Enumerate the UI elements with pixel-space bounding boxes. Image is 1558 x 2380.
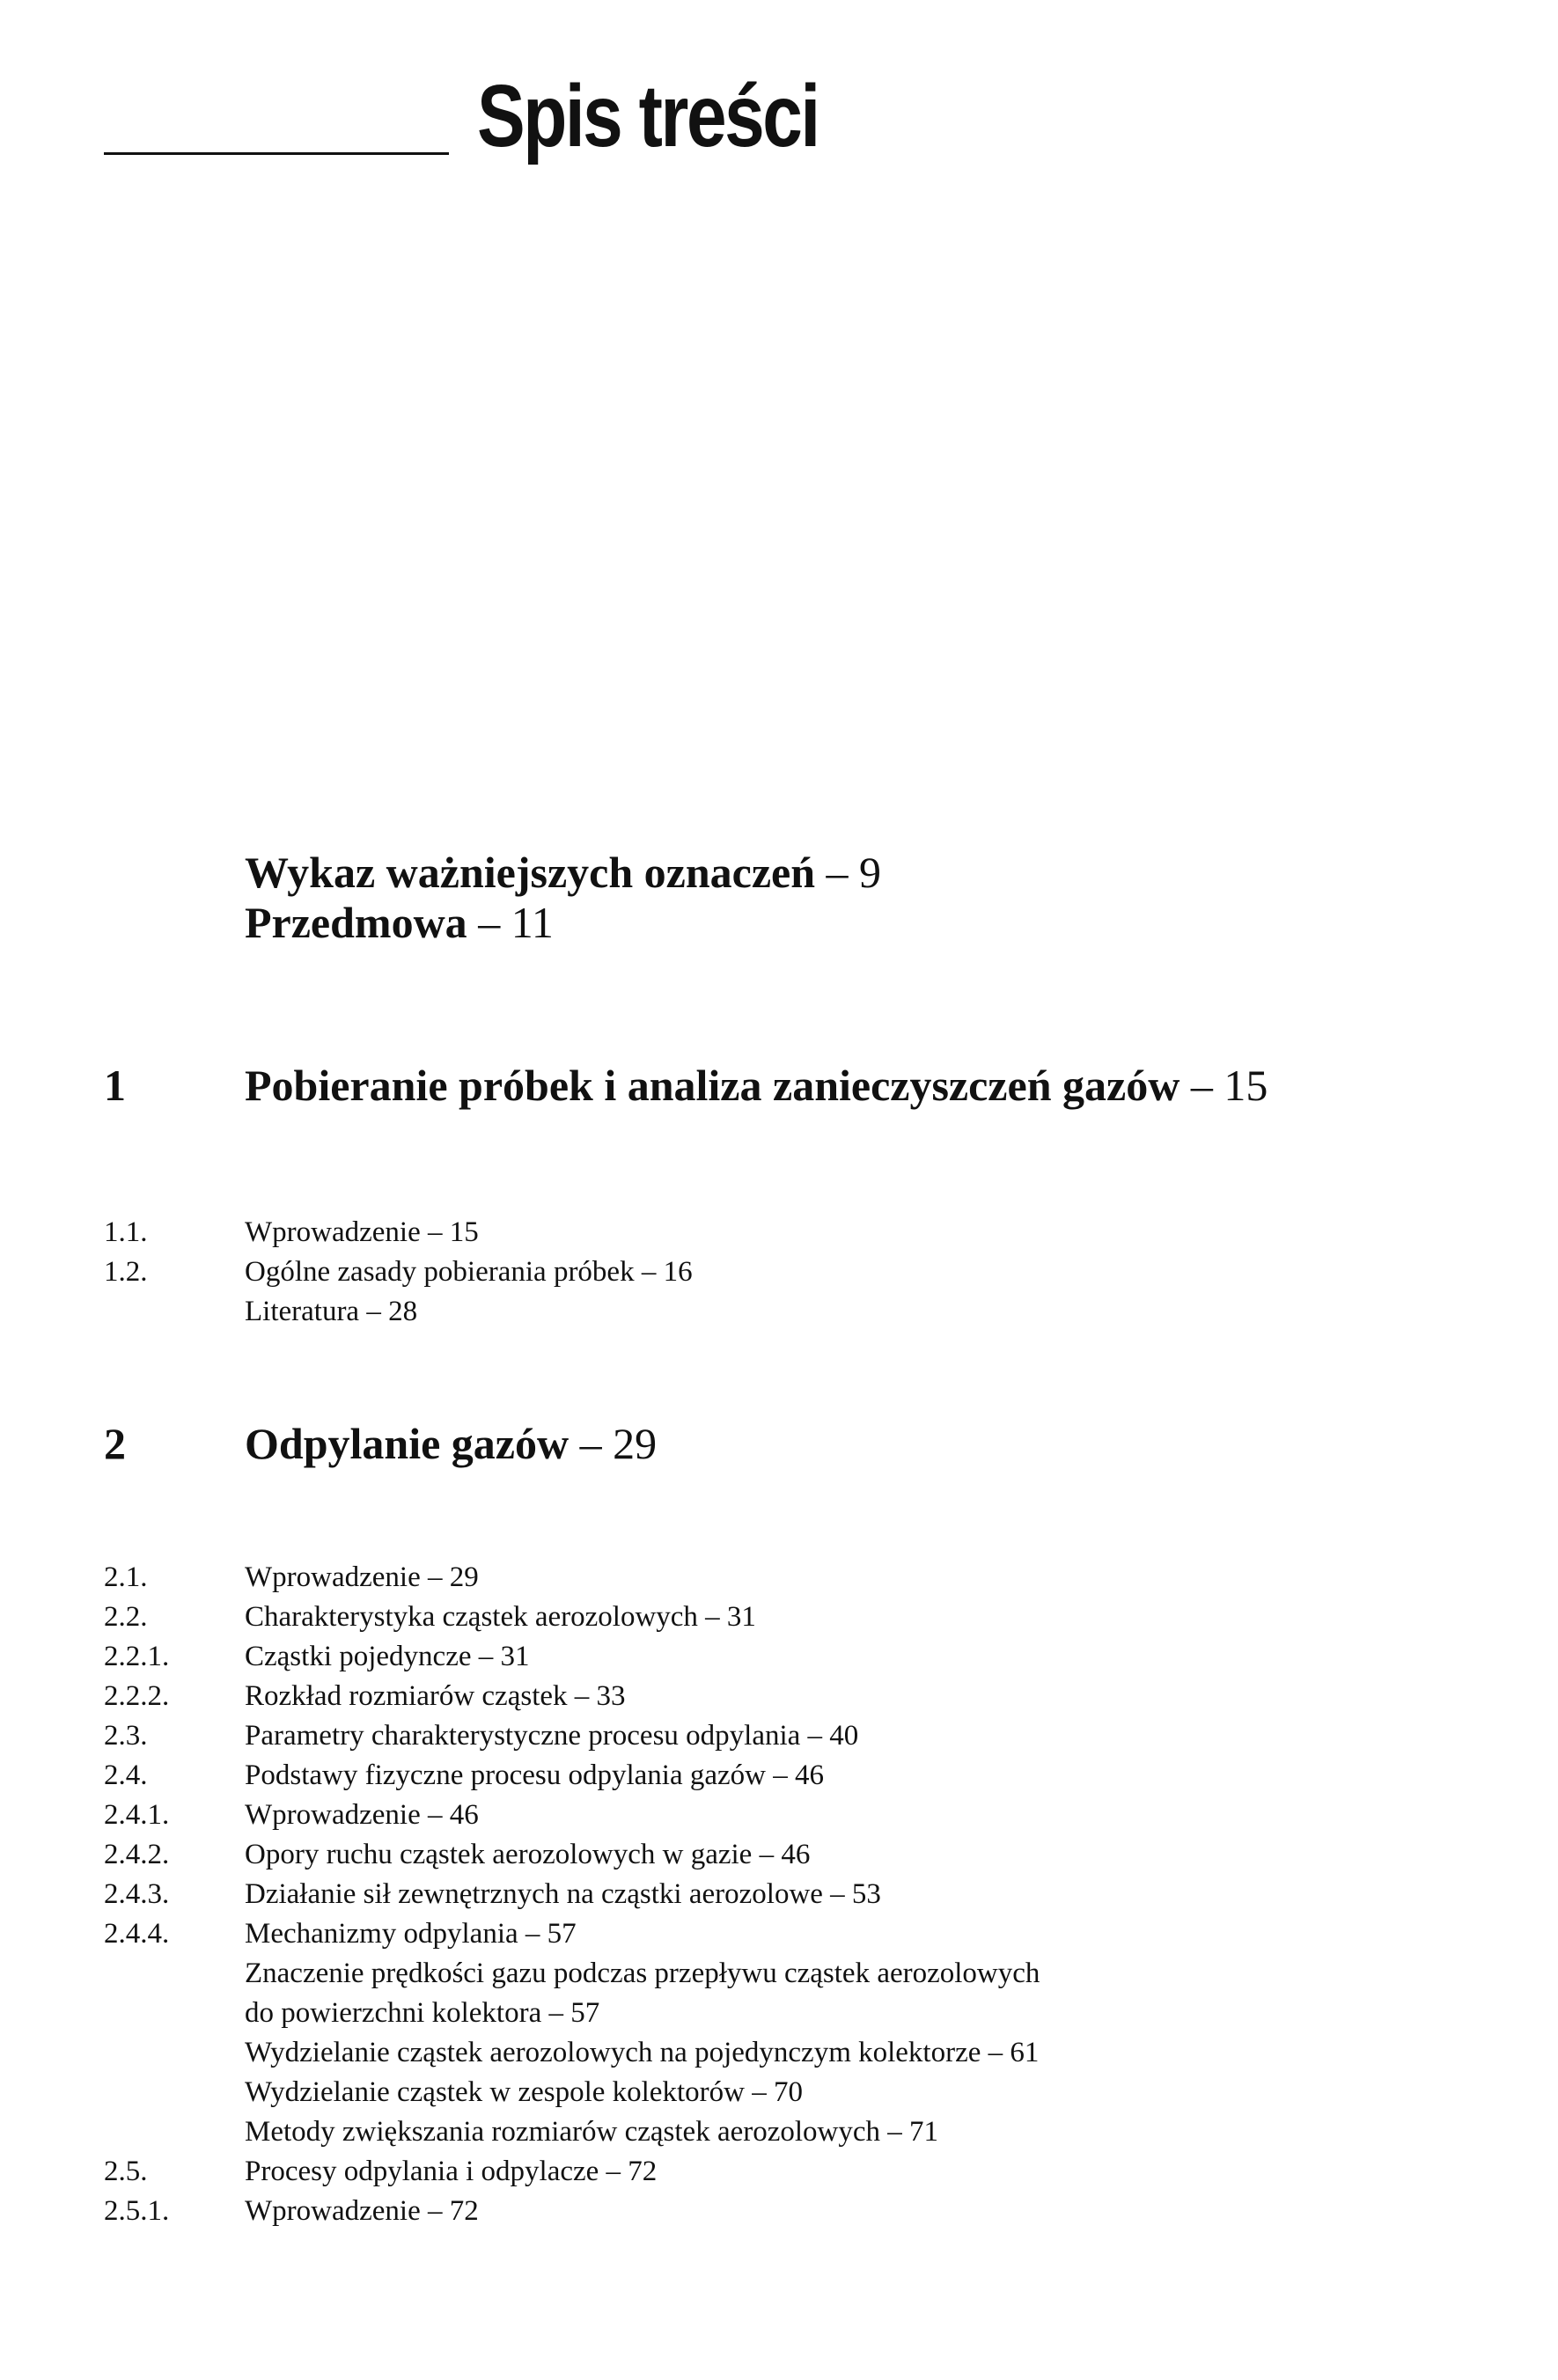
entry-text: Parametry charakterystyczne procesu odpylania – 40: [245, 1720, 859, 1752]
entry-number: 2.3.: [104, 1720, 148, 1752]
entry-text: Wydzielanie cząstek aerozolowych na pojedynczym kolektorze – 61: [245, 2037, 1040, 2068]
toc-entry[interactable]: [104, 1954, 1477, 1994]
entry-text: Charakterystyka cząstek aerozolowych – 31: [245, 1601, 756, 1633]
entry-number: 2.2.1.: [104, 1641, 170, 1672]
toc-entry[interactable]: [104, 2152, 1477, 2192]
front-matter: [245, 848, 881, 948]
entry-text: Cząstki pojedyncze – 31: [245, 1641, 530, 1672]
front-matter-page: – 9: [826, 848, 882, 897]
entry-number: 2.1.: [104, 1561, 148, 1593]
front-matter-item[interactable]: [245, 848, 881, 898]
entry-number: 2.4.: [104, 1759, 148, 1791]
entry-text: Wprowadzenie – 72: [245, 2195, 479, 2227]
entry-text: Znaczenie prędkości gazu podczas przepływu cząstek aerozolowych: [245, 1958, 1040, 1989]
chapter-number: 1: [104, 1061, 126, 1110]
toc-entry-continuation[interactable]: [104, 1994, 1477, 2033]
toc-entry[interactable]: [104, 1716, 1477, 1756]
chapter-title: Odpylanie gazów: [245, 1419, 570, 1468]
entry-number: 2.2.2.: [104, 1680, 170, 1712]
toc-entry[interactable]: [104, 1598, 1477, 1637]
entry-text: Metody zwiększania rozmiarów cząstek aerozolowych – 71: [245, 2116, 939, 2148]
front-matter-item[interactable]: [245, 898, 881, 948]
entry-text: Działanie sił zewnętrznych na cząstki aerozolowe – 53: [245, 1878, 881, 1910]
entry-number: 2.5.: [104, 2156, 148, 2187]
chapter-2-entries: [104, 1558, 1477, 2231]
entry-text: Procesy odpylania i odpylacze – 72: [245, 2156, 658, 2187]
entry-number: 2.4.3.: [104, 1878, 170, 1910]
toc-entry[interactable]: [104, 1875, 1477, 1914]
entry-text: Wprowadzenie – 15: [245, 1216, 479, 1248]
toc-entry[interactable]: [104, 1252, 1477, 1292]
toc-entry[interactable]: [104, 1796, 1477, 1835]
entry-text: Rozkład rozmiarów cząstek – 33: [245, 1680, 626, 1712]
toc-entry[interactable]: [104, 1914, 1477, 1954]
chapter-page: – 29: [579, 1419, 658, 1468]
toc-entry[interactable]: [104, 2073, 1477, 2112]
chapter-1-entries: [104, 1213, 1477, 1332]
entry-number: 2.4.1.: [104, 1799, 170, 1831]
toc-entry[interactable]: [104, 1835, 1477, 1875]
toc-entry[interactable]: [104, 2192, 1477, 2231]
toc-entry[interactable]: [104, 1213, 1477, 1252]
toc-entry[interactable]: [104, 1558, 1477, 1598]
entry-text: Opory ruchu cząstek aerozolowych w gazie – 46: [245, 1839, 811, 1870]
toc-entry[interactable]: [104, 2033, 1477, 2073]
entry-text: do powierzchni kolektora – 57: [245, 1997, 600, 2029]
toc-entry[interactable]: [104, 1637, 1477, 1677]
entry-text: Mechanizmy odpylania – 57: [245, 1918, 577, 1950]
toc-entry[interactable]: [104, 1677, 1477, 1716]
toc-entry[interactable]: [104, 1756, 1477, 1796]
entry-text: Literatura – 28: [245, 1296, 418, 1327]
chapter-page: – 15: [1190, 1061, 1268, 1110]
entry-number: 2.4.2.: [104, 1839, 170, 1870]
entry-number: 1.2.: [104, 1256, 148, 1288]
entry-text: Ogólne zasady pobierania próbek – 16: [245, 1256, 693, 1288]
page-title: Spis treści: [477, 67, 819, 165]
entry-text: Wprowadzenie – 46: [245, 1799, 479, 1831]
entry-text: Wydzielanie cząstek w zespole kolektorów – 70: [245, 2076, 803, 2108]
chapter-number: 2: [104, 1419, 126, 1468]
entry-number: 2.2.: [104, 1601, 148, 1633]
entry-number: 2.4.4.: [104, 1918, 170, 1950]
title-rule: [104, 152, 449, 155]
front-matter-title: Wykaz ważniejszych oznaczeń: [245, 848, 816, 897]
toc-entry[interactable]: [104, 2112, 1477, 2152]
entry-text: Podstawy fizyczne procesu odpylania gazów – 46: [245, 1759, 824, 1791]
entry-number: 2.5.1.: [104, 2195, 170, 2227]
toc-entry[interactable]: [104, 1292, 1477, 1332]
front-matter-title: Przedmowa: [245, 898, 467, 947]
entry-text: Wprowadzenie – 29: [245, 1561, 479, 1593]
chapter-title: Pobieranie próbek i analiza zanieczyszczeń gazów: [245, 1061, 1180, 1110]
front-matter-page: – 11: [478, 898, 554, 947]
entry-number: 1.1.: [104, 1216, 148, 1248]
